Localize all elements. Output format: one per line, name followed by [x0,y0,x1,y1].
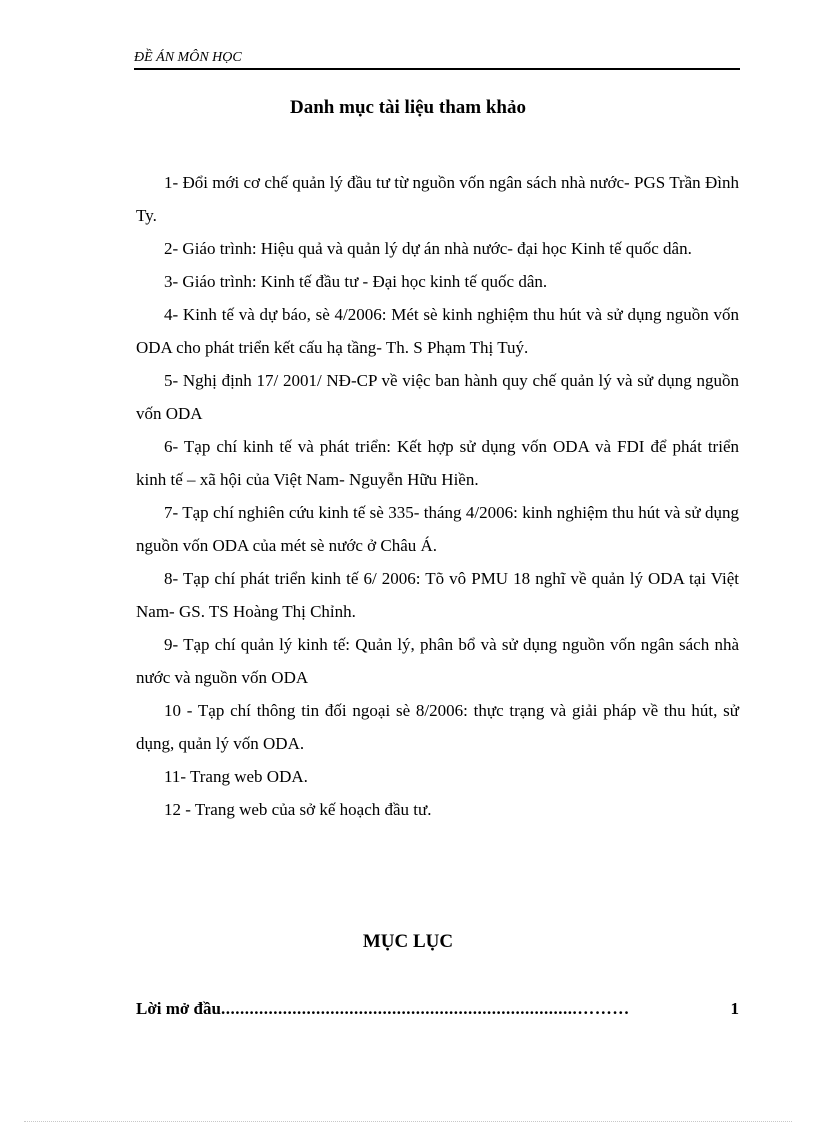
toc-entry-leader: ...........................................................................……… [220,999,630,1018]
references-list [136,166,739,826]
reference-item: 7- Tạp chí nghiên cứu kinh tế sè 335- tháng 4/2006: kinh nghiệm thu hút và sử dụng nguồn vốn ODA của mét sè nước ở Châu Á. [136,503,739,555]
toc-entry[interactable] [136,997,739,1021]
header-text: ĐỀ ÁN MÔN HỌC [134,50,242,65]
reference-item: 4- Kinh tế và dự báo, sè 4/2006: Mét sè kinh nghiệm thu hút và sử dụng nguồn vốn ODA cho phát triển kết cấu hạ tầng- Th. S Phạm Thị Tuý. [136,305,739,357]
toc-entry-label: Lời mở đầu [136,999,221,1018]
reference-item: 11- Trang web ODA. [164,767,308,786]
toc-entry-page: 1 [730,999,739,1018]
reference-item: 10 - Tạp chí thông tin đối ngoại sè 8/2006: thực trạng và giải pháp về thu hút, sử dụng, quản lý vốn ODA. [136,701,739,753]
reference-item: 1- Đổi mới cơ chế quản lý đầu tư từ nguồn vốn ngân sách nhà nước- PGS Trần Đình Ty. [136,173,739,225]
page-bottom-divider [24,1121,792,1122]
reference-item: 8- Tạp chí phát triển kinh tế 6/ 2006: Tõ vô PMU 18 nghĩ về quản lý ODA tại Việt Nam- GS. TS Hoàng Thị Chỉnh. [136,569,739,621]
page-header [134,49,740,70]
reference-item: 2- Giáo trình: Hiệu quả và quản lý dự án nhà nước- đại học Kinh tế quốc dân. [164,239,692,258]
reference-item: 3- Giáo trình: Kinh tế đầu tư - Đại học kinh tế quốc dân. [164,272,548,291]
reference-item: 5- Nghị định 17/ 2001/ NĐ-CP về việc ban hành quy chế quản lý và sử dụng nguồn vốn ODA [136,371,739,423]
references-title: Danh mục tài liệu tham khảo [290,97,526,118]
reference-item: 9- Tạp chí quản lý kinh tế: Quản lý, phân bổ và sử dụng nguồn vốn ngân sách nhà nước và nguồn vốn ODA [136,635,739,687]
toc-title: MỤC LỤC [362,931,454,952]
reference-item: 6- Tạp chí kinh tế và phát triển: Kết hợp sử dụng vốn ODA và FDI để phát triển kinh tế – xã hội của Việt Nam- Nguyễn Hữu Hiền. [136,437,739,489]
reference-item: 12 - Trang web của sở kế hoạch đầu tư. [164,800,432,819]
